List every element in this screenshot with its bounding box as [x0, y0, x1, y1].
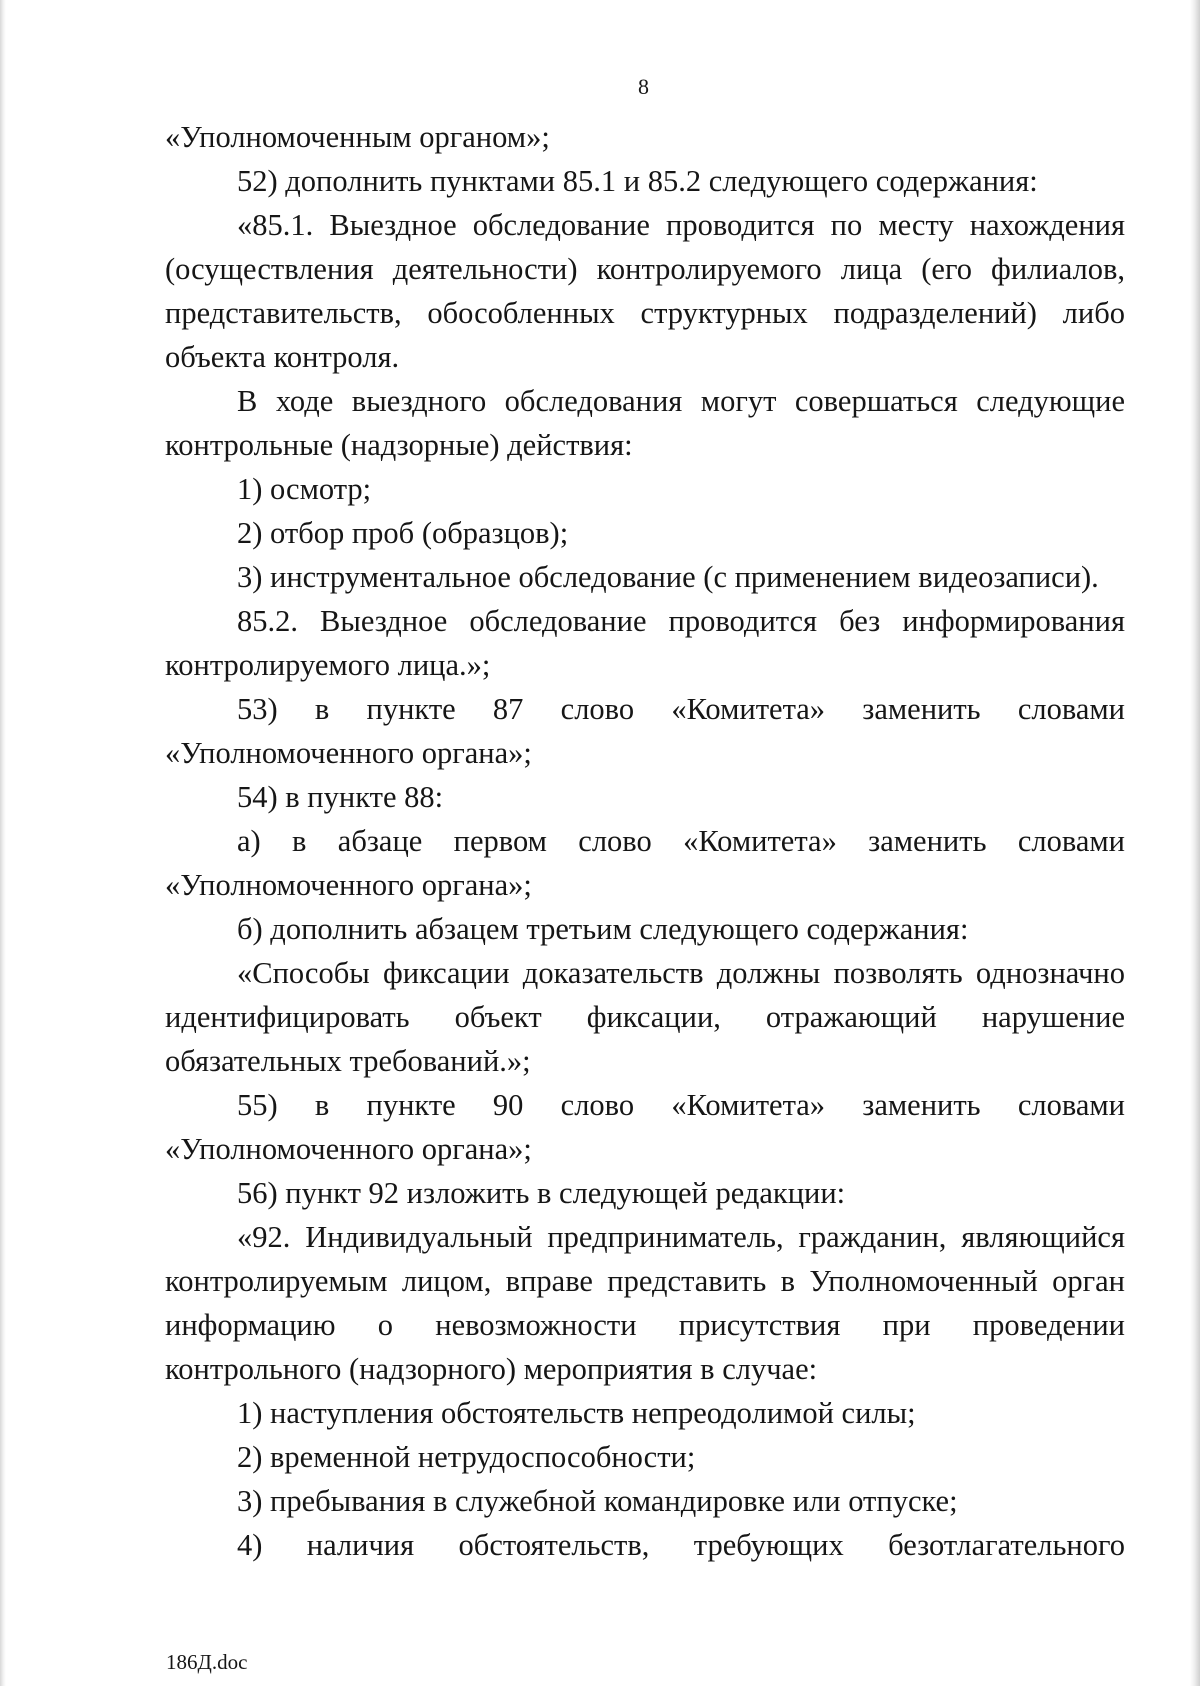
paragraph-15: 56) пункт 92 изложить в следующей редакции:	[237, 1176, 846, 1210]
paragraph-20: 4) наличия обстоятельств, требующих безотлагательного	[237, 1528, 1125, 1562]
scan-edge-left	[0, 0, 6, 1686]
paragraph-17: 1) наступления обстоятельств непреодолимой силы;	[237, 1396, 916, 1430]
paragraph-1: «Уполномоченным органом»;	[165, 120, 550, 154]
paragraph-12: б) дополнить абзацем третьим следующего содержания:	[237, 912, 969, 946]
paragraph-5: 1) осмотр;	[237, 472, 372, 506]
paragraph-2: 52) дополнить пунктами 85.1 и 85.2 следующего содержания:	[237, 164, 1038, 198]
document-body	[165, 115, 1125, 1567]
page-number: 8	[638, 74, 649, 99]
scan-edge-right	[1190, 0, 1200, 1686]
paragraph-4: В ходе выездного обследования могут совершаться следующие контрольные (надзорные) действия:	[165, 384, 1125, 462]
paragraph-18: 2) временной нетрудоспособности;	[237, 1440, 696, 1474]
paragraph-3: «85.1. Выездное обследование проводится по месту нахождения (осуществления деятельности) контролируемого лица (его филиалов, представительств, обособленных структурных подразделений) либо объекта контроля.	[165, 208, 1125, 374]
paragraph-9: 53) в пункте 87 слово «Комитета» заменить словами «Уполномоченного органа»;	[165, 692, 1125, 770]
paragraph-10: 54) в пункте 88:	[237, 780, 444, 814]
paragraph-19: 3) пребывания в служебной командировке или отпуске;	[237, 1484, 958, 1518]
paragraph-6: 2) отбор проб (образцов);	[237, 516, 569, 550]
paragraph-16: «92. Индивидуальный предприниматель, гражданин, являющийся контролируемым лицом, вправе представить в Уполномоченный орган информацию о невозможности присутствия при проведении контрольного (надзорного) мероприятия в случае:	[165, 1220, 1125, 1386]
paragraph-13: «Способы фиксации доказательств должны позволять однозначно идентифицировать объект фиксации, отражающий нарушение обязательных требований.»;	[165, 956, 1125, 1078]
paragraph-7: 3) инструментальное обследование (с применением видеозаписи).	[237, 560, 1099, 594]
paragraph-11: а) в абзаце первом слово «Комитета» заменить словами «Уполномоченного органа»;	[165, 824, 1125, 902]
paragraph-14: 55) в пункте 90 слово «Комитета» заменить словами «Уполномоченного органа»;	[165, 1088, 1125, 1166]
footer-filename: 186Д.doc	[166, 1650, 248, 1674]
paragraph-8: 85.2. Выездное обследование проводится без информирования контролируемого лица.»;	[165, 604, 1125, 682]
